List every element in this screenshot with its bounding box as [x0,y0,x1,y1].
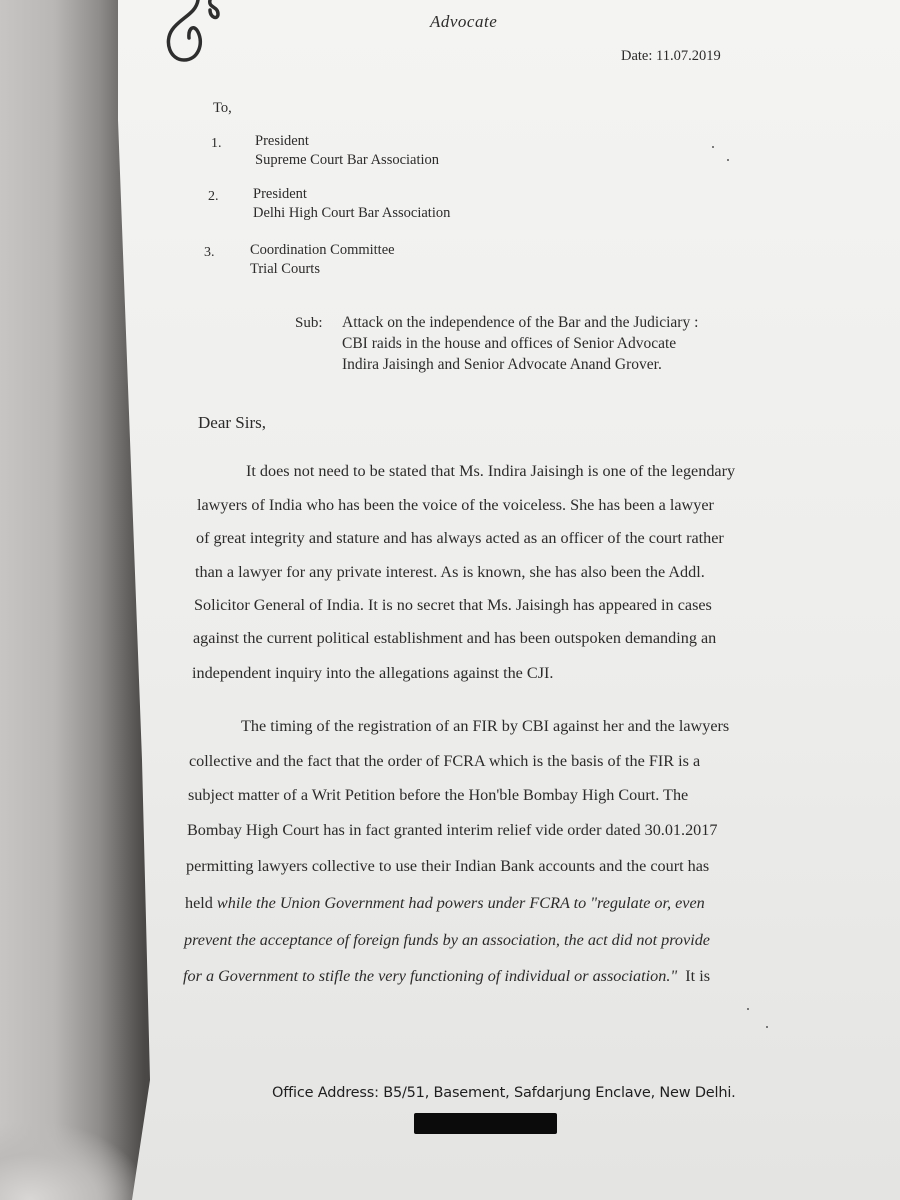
speck [727,159,729,161]
to-label: To, [213,100,232,116]
quoted-text: prevent the acceptance of foreign funds by an association, the act did not provide [184,931,710,949]
recipient-organization: Trial Courts [250,261,320,277]
subject-line: CBI raids in the house and offices of Senior Advocate [342,335,677,352]
body-line [183,967,710,986]
recipient-organization: Delhi High Court Bar Association [253,205,451,221]
body-line: against the current political establishment and has been outspoken demanding an [193,629,717,647]
recipient-organization: Supreme Court Bar Association [255,152,440,168]
body-line: permitting lawyers collective to use their Indian Bank accounts and the court has [186,857,710,875]
recipient-number: 2. [208,189,219,204]
body-line: of great integrity and stature and has always acted as an officer of the court rather [196,529,724,547]
body-line: Bombay High Court has in fact granted interim relief vide order dated 30.01.2017 [187,821,718,839]
salutation: Dear Sirs, [198,413,266,432]
recipient-address [255,132,439,170]
paper-clip-icon [158,0,238,72]
subject-line: Attack on the independence of the Bar and the Judiciary : [342,314,699,331]
quoted-text: for a Government to stifle the very functioning of individual or association." [183,967,678,985]
body-line: lawyers of India who has been the voice of the voiceless. She has been a lawyer [197,496,714,514]
redaction-bar [414,1113,557,1134]
body-line: than a lawyer for any private interest. As is known, she has also been the Addl. [195,563,705,581]
body-text: held [185,894,217,912]
body-line: collective and the fact that the order of FCRA which is the basis of the FIR is a [189,752,701,770]
body-text: It is [685,967,710,985]
body-line: independent inquiry into the allegations against the CJI. [192,664,554,682]
body-line [185,894,705,913]
letter-date: Date: 11.07.2019 [621,48,721,64]
speck [766,1026,768,1028]
body-line: subject matter of a Writ Petition before the Hon'ble Bombay High Court. The [188,786,689,804]
recipient-title: Coordination Committee [250,242,395,258]
subject-line: Indira Jaisingh and Senior Advocate Anand Grover. [342,356,662,373]
letterhead-title: Advocate [430,12,498,31]
office-address: Office Address: B5/51, Basement, Safdarjung Enclave, New Delhi. [272,1085,736,1101]
subject-text [342,312,698,375]
subject-label: Sub: [295,315,323,331]
body-line: Solicitor General of India. It is no secret that Ms. Jaisingh has appeared in cases [194,596,712,614]
speck [712,146,714,148]
quoted-text: while the Union Government had powers under FCRA to "regulate or, even [216,894,705,912]
recipient-number: 1. [211,136,222,151]
recipient-address [250,241,395,279]
recipient-number: 3. [204,245,215,260]
recipient-address [253,185,450,223]
speck [747,1008,749,1010]
recipient-title: President [253,186,307,202]
body-line: The timing of the registration of an FIR by CBI against her and the lawyers [241,717,730,735]
body-line: It does not need to be stated that Ms. Indira Jaisingh is one of the legendary [246,462,736,480]
page-curl [0,1120,150,1200]
recipient-title: President [255,133,309,149]
